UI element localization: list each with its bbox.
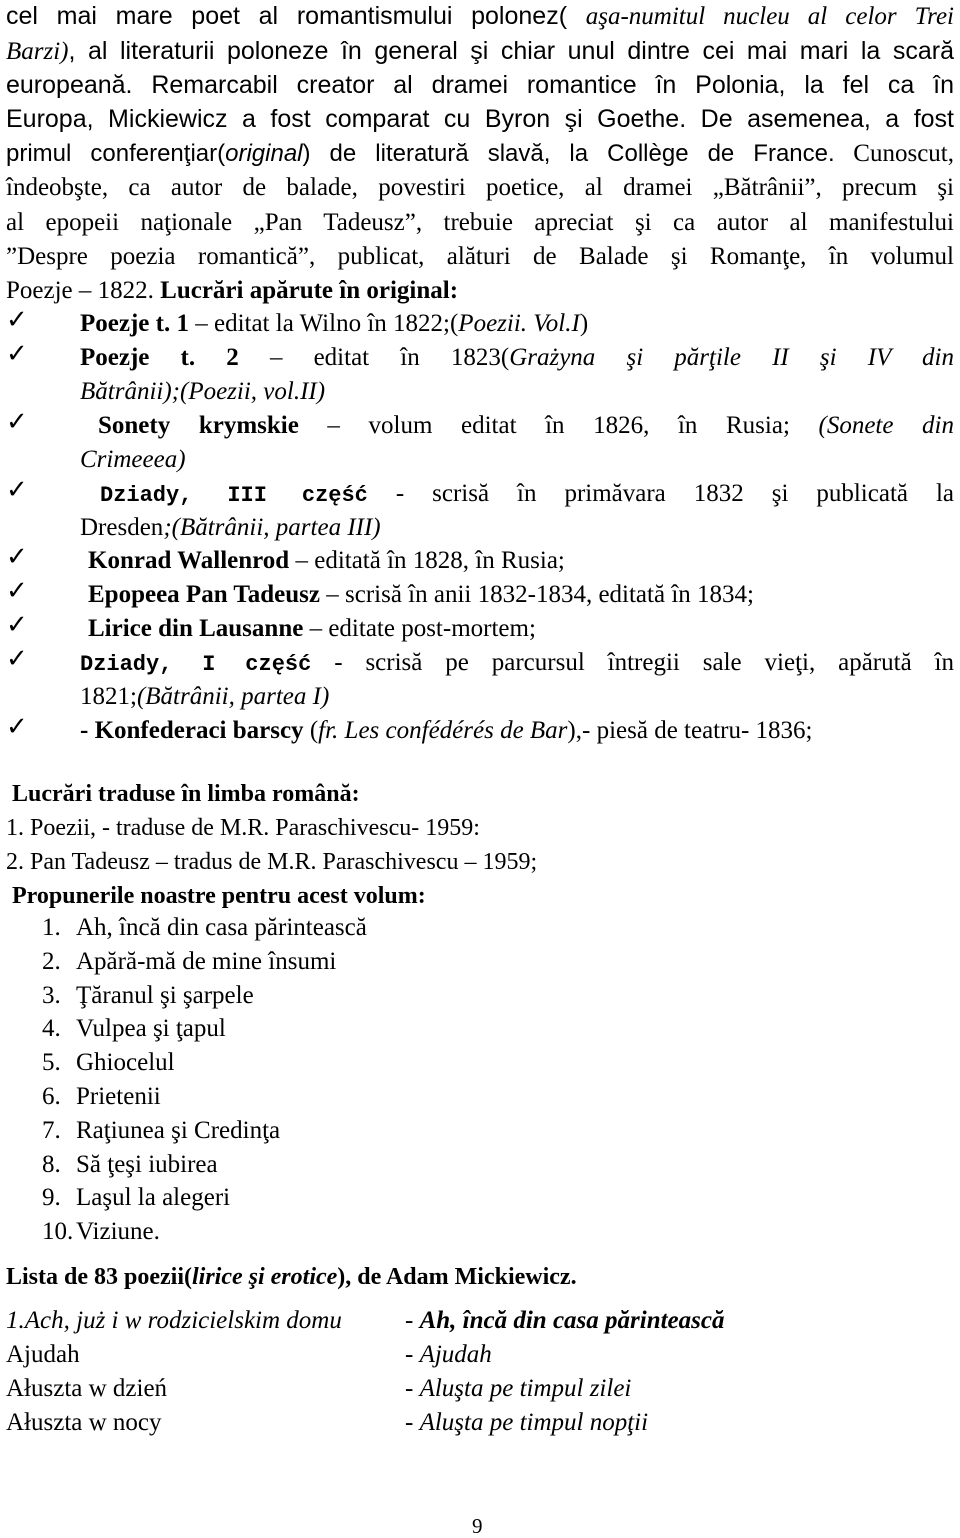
text: Barzi) [6,38,69,65]
text: Viziune. [76,1218,160,1245]
text: 1 [176,310,189,337]
list-number: 4. [42,1015,61,1042]
checkmark-icon: ✓ [6,305,28,335]
poem-translated-title [405,1410,648,1435]
intro-line-1 [6,4,954,29]
list-item [42,1050,175,1075]
text: (Sonete din [818,412,954,439]
text: ) [579,310,589,337]
list-item [42,949,336,974]
text: Aluşta pe timpul nopţii [419,1409,649,1436]
intro-line-2 [6,39,954,64]
text: Ah, încă din casa părintească [76,914,367,941]
intro-line-9 [6,278,458,303]
text: Prietenii [76,1083,161,1110]
text: – editată în 1828, în Rusia; [289,547,565,574]
work-title: Sonety krymskie [98,412,299,439]
work-title: - Konfederaci barscy [80,717,304,744]
works-item-wrap: Crimeeea) [80,446,186,473]
works-item-wrap [80,684,329,709]
page-number: 9 [472,1514,483,1538]
works-item [88,616,536,641]
list-number: 8. [42,1151,61,1178]
work-title: Dziady, III część [100,483,368,508]
works-item [88,548,565,573]
list-number: 5. [42,1049,61,1076]
text: Apără-mă de mine însumi [76,948,337,975]
list-item [42,1084,161,1109]
list-number: 2. [42,948,61,975]
list-item [42,1118,280,1143]
section-heading: Propunerile noastre pentru acest volum: [12,883,426,909]
text: Raţiunea şi Credinţa [76,1117,281,1144]
works-item-wrap: Bătrânii);(Poezii, vol.II) [80,378,326,405]
works-item [98,413,954,438]
text: – editat la Wilno în 1822;( [188,310,459,337]
list-item [42,1016,226,1041]
poem-original-title: Ałuszta w nocy [6,1409,162,1436]
list-item [42,1219,160,1244]
text: Aluşta pe timpul zilei [419,1375,632,1402]
text: – editat în 1823( [269,344,510,371]
text: Dresden [80,514,164,541]
poem-translated-title [405,1342,492,1367]
text: 2 [226,344,239,371]
text: Les confédérés de Bar [344,717,568,744]
text: Ah, încă din casa părintească [419,1307,725,1334]
text: cel mai mare poet al romantismului polonez( [6,2,586,30]
list-item: 1. Poezii, - traduse de M.R. Paraschivescu- 1959: [6,815,480,841]
list-item [42,915,367,940]
text: - [405,1341,420,1368]
intro-line-3: europeană. Remarcabil creator al dramei romantice în Polonia, la fel ca în [6,71,954,99]
intro-line-8: ”Despre poezia romantică”, publicat, alături de Balade şi Romanţe, în volumul [6,243,954,270]
work-title: Poezje t. [80,344,196,371]
works-item [88,582,754,607]
poems-list-heading [6,1265,577,1289]
list-item [42,1152,218,1177]
text: (Bătrânii, partea I) [136,683,330,710]
intro-line-4: Europa, Mickiewicz a fost comparat cu Byron şi Goethe. De asemenea, a fost [6,105,954,133]
text: Laşul la alegeri [76,1184,231,1211]
text: - [405,1375,420,1402]
text: Să ţeşi iubirea [76,1151,218,1178]
list-number: 1. [42,914,61,941]
checkmark-icon: ✓ [6,475,28,505]
text: - scrisă în primăvara 1832 şi publicată la [395,480,954,507]
list-number: 7. [42,1117,61,1144]
text: 1821; [80,683,137,710]
text: Vulpea şi ţapul [76,1015,226,1042]
work-title: Dziady, I część [80,652,312,677]
works-item [80,311,588,336]
list-number: 3. [42,982,61,1009]
text: - scrisă pe parcursul întregii sale vieţi, apărută în [334,649,955,676]
poem-translated-title [405,1376,631,1401]
list-item [42,1185,230,1210]
list-item [42,983,254,1008]
poem-original-title: Ajudah [6,1341,80,1368]
text: - [405,1307,420,1334]
checkmark-icon: ✓ [6,644,28,674]
works-item [80,650,954,676]
text: ),- piesă de teatru- 1836; [567,717,813,744]
checkmark-icon: ✓ [6,576,28,606]
text: – editate post-mortem; [303,615,536,642]
text: fr. [318,717,339,744]
intro-line-6: îndeobşte, ca autor de balade, povestiri poetice, al dramei „Bătrânii”, precum şi [6,174,954,201]
text: Ajudah [419,1341,492,1368]
checkmark-icon: ✓ [6,712,28,742]
text: ), de Adam Mickiewicz. [337,1264,577,1290]
intro-line-7: al epopeii naţionale „Pan Tadeusz”, trebuie apreciat şi ca autor al manifestului [6,209,954,236]
list-number: 9. [42,1184,61,1211]
intro-line-5 [6,141,954,166]
list-number: 6. [42,1083,61,1110]
list-item: 2. Pan Tadeusz – tradus de M.R. Paraschivescu – 1959; [6,849,538,875]
text: aşa-numitul nucleu al celor Trei [585,3,955,30]
works-item [100,481,954,507]
section-heading: Lucrări apărute în original: [160,277,459,304]
text: ( [303,717,319,744]
poem-original-title: Ałuszta w dzień [6,1375,168,1402]
text: Ghiocelul [76,1049,175,1076]
work-title: Epopeea Pan Tadeusz [88,581,321,608]
work-title: Lirice din Lausanne [88,615,304,642]
text: – scrisă în anii 1832-1834, editată în 1834; [320,581,754,608]
checkmark-icon: ✓ [6,339,28,369]
text: lirice şi erotice [192,1264,338,1290]
checkmark-icon: ✓ [6,542,28,572]
work-title: Konrad Wallenrod [88,547,290,574]
text: Ţăranul şi şarpele [76,982,254,1009]
works-item [80,345,954,370]
text: primul conferenţiar( [6,140,226,167]
poem-original-title: 1.Ach, już i w rodzicielskim domu [6,1307,342,1334]
poem-translated-title [405,1308,724,1333]
text: Cunoscut, [834,140,955,167]
text: ) de literatură slavă, la Collège de France. [302,140,835,167]
works-item-wrap [80,515,381,540]
checkmark-icon: ✓ [6,610,28,640]
text: original [225,140,303,167]
text: Poezje – 1822. [6,277,161,304]
work-title: Poezje t. [80,310,177,337]
list-number: 10. [42,1218,74,1245]
text: – volum editat în 1826, în Rusia; [327,412,790,439]
text: , al literaturii poloneze în general şi chiar unul dintre cei mai mari la scară [68,37,954,65]
section-heading: Lucrări traduse în limba română: [12,781,360,807]
checkmark-icon: ✓ [6,407,28,437]
text: ;(Bătrânii, partea III) [163,514,381,541]
text: Grażyna şi părţile II şi IV din [509,344,954,371]
text: Poezii. Vol.I [458,310,580,337]
works-item [80,718,812,743]
text: - [405,1409,420,1436]
text: Lista de 83 poezii( [6,1264,192,1290]
